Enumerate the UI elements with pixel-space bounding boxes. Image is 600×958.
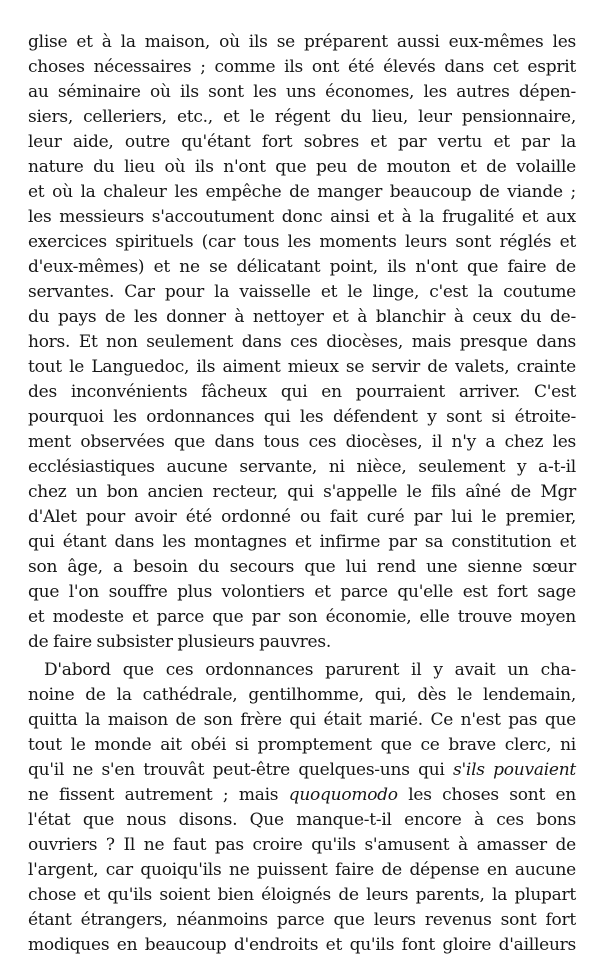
text-line: qui étant dans les montagnes et infirme par sa constitution et <box>28 532 576 552</box>
text-line: hors. Et non seulement dans ces diocèses, mais presque dans <box>28 332 576 352</box>
text-line: son âge, a besoin du secours que lui rend une sienne sœur <box>28 557 576 577</box>
text-line: des inconvénients fâcheux qui en pourraient arriver. C'est <box>28 382 576 402</box>
italic-text: quoquomodo <box>288 785 398 805</box>
text-line: servantes. Car pour la vaisselle et le linge, c'est la coutume <box>28 282 576 302</box>
text-line: ment observées que dans tous ces diocèses, il n'y a chez les <box>28 432 576 452</box>
text-line: pourquoi les ordonnances qui les défendent y sont si étroite- <box>28 407 576 427</box>
text-line: D'abord que ces ordonnances parurent il y avait un cha- <box>44 660 576 680</box>
text-line: tout le monde ait obéi si promptement que ce brave clerc, ni <box>28 735 576 755</box>
text-line: du pays de les donner à nettoyer et à blanchir à ceux du de- <box>28 307 576 327</box>
body-text <box>28 30 576 958</box>
text-line: nature du lieu où ils n'ont que peu de mouton et de volaille <box>28 157 576 177</box>
text-line: d'eux-mêmes) et ne se délicatant point, ils n'ont que faire de <box>28 257 576 277</box>
text-line: quitta la maison de son frère qui était marié. Ce n'est pas que <box>28 710 576 730</box>
text-line: noine de la cathédrale, gentilhomme, qui, dès le lendemain, <box>28 685 576 705</box>
text-line: l'argent, car quoiqu'ils ne puissent faire de dépense en aucune <box>28 860 576 880</box>
text-line: glise et à la maison, où ils se préparent aussi eux-mêmes les <box>28 32 576 52</box>
text-segment: qu'il ne s'en trouvât peut-être quelques-uns qui <box>28 760 453 780</box>
text-line: les messieurs s'accoutument donc ainsi et à la frugalité et aux <box>28 207 576 227</box>
text-line: leur aide, outre qu'étant fort sobres et par vertu et par la <box>28 132 576 152</box>
text-line: et modeste et parce que par son économie, elle trouve moyen <box>28 607 576 627</box>
text-line: étant étrangers, néanmoins parce que leurs revenus sont fort <box>28 910 576 930</box>
text-line <box>28 758 576 783</box>
text-line: ouvriers ? Il ne faut pas croire qu'ils s'amusent à amasser de <box>28 835 576 855</box>
paragraph-2 <box>28 658 576 958</box>
text-line: siers, celleriers, etc., et le régent du lieu, leur pensionnaire, <box>28 107 576 127</box>
italic-text: s'ils pouvaient <box>453 760 576 780</box>
text-line: choses nécessaires ; comme ils ont été élevés dans cet esprit <box>28 57 576 77</box>
text-line: exercices spirituels (car tous les moments leurs sont réglés et <box>28 232 576 252</box>
text-line: que l'on souffre plus volontiers et parce qu'elle est fort sage <box>28 582 576 602</box>
text-line: au séminaire où ils sont les uns économes, les autres dépen- <box>28 82 576 102</box>
text-line: et où la chaleur les empêche de manger beaucoup de viande ; <box>28 182 576 202</box>
text-line: chose et qu'ils soient bien éloignés de leurs parents, la plupart <box>28 885 576 905</box>
text-segment: les choses sont en <box>397 785 576 805</box>
text-line: tout le Languedoc, ils aiment mieux se servir de valets, crainte <box>28 357 576 377</box>
text-line: modiques en beaucoup d'endroits et qu'ils font gloire d'ailleurs <box>28 935 576 955</box>
text-line: chez un bon ancien recteur, qui s'appelle le fils aîné de Mgr <box>28 482 576 502</box>
text-line: de faire subsister plusieurs pauvres. <box>28 632 331 652</box>
text-line: d'Alet pour avoir été ordonné ou fait curé par lui le premier, <box>28 507 576 527</box>
text-line: l'état que nous disons. Que manque-t-il encore à ces bons <box>28 810 576 830</box>
text-line: ecclésiastiques aucune servante, ni nièce, seulement y a-t-il <box>28 457 576 477</box>
paragraph-1 <box>28 30 576 655</box>
text-segment: ne fissent autrement ; mais <box>28 785 289 805</box>
text-line <box>28 783 576 808</box>
